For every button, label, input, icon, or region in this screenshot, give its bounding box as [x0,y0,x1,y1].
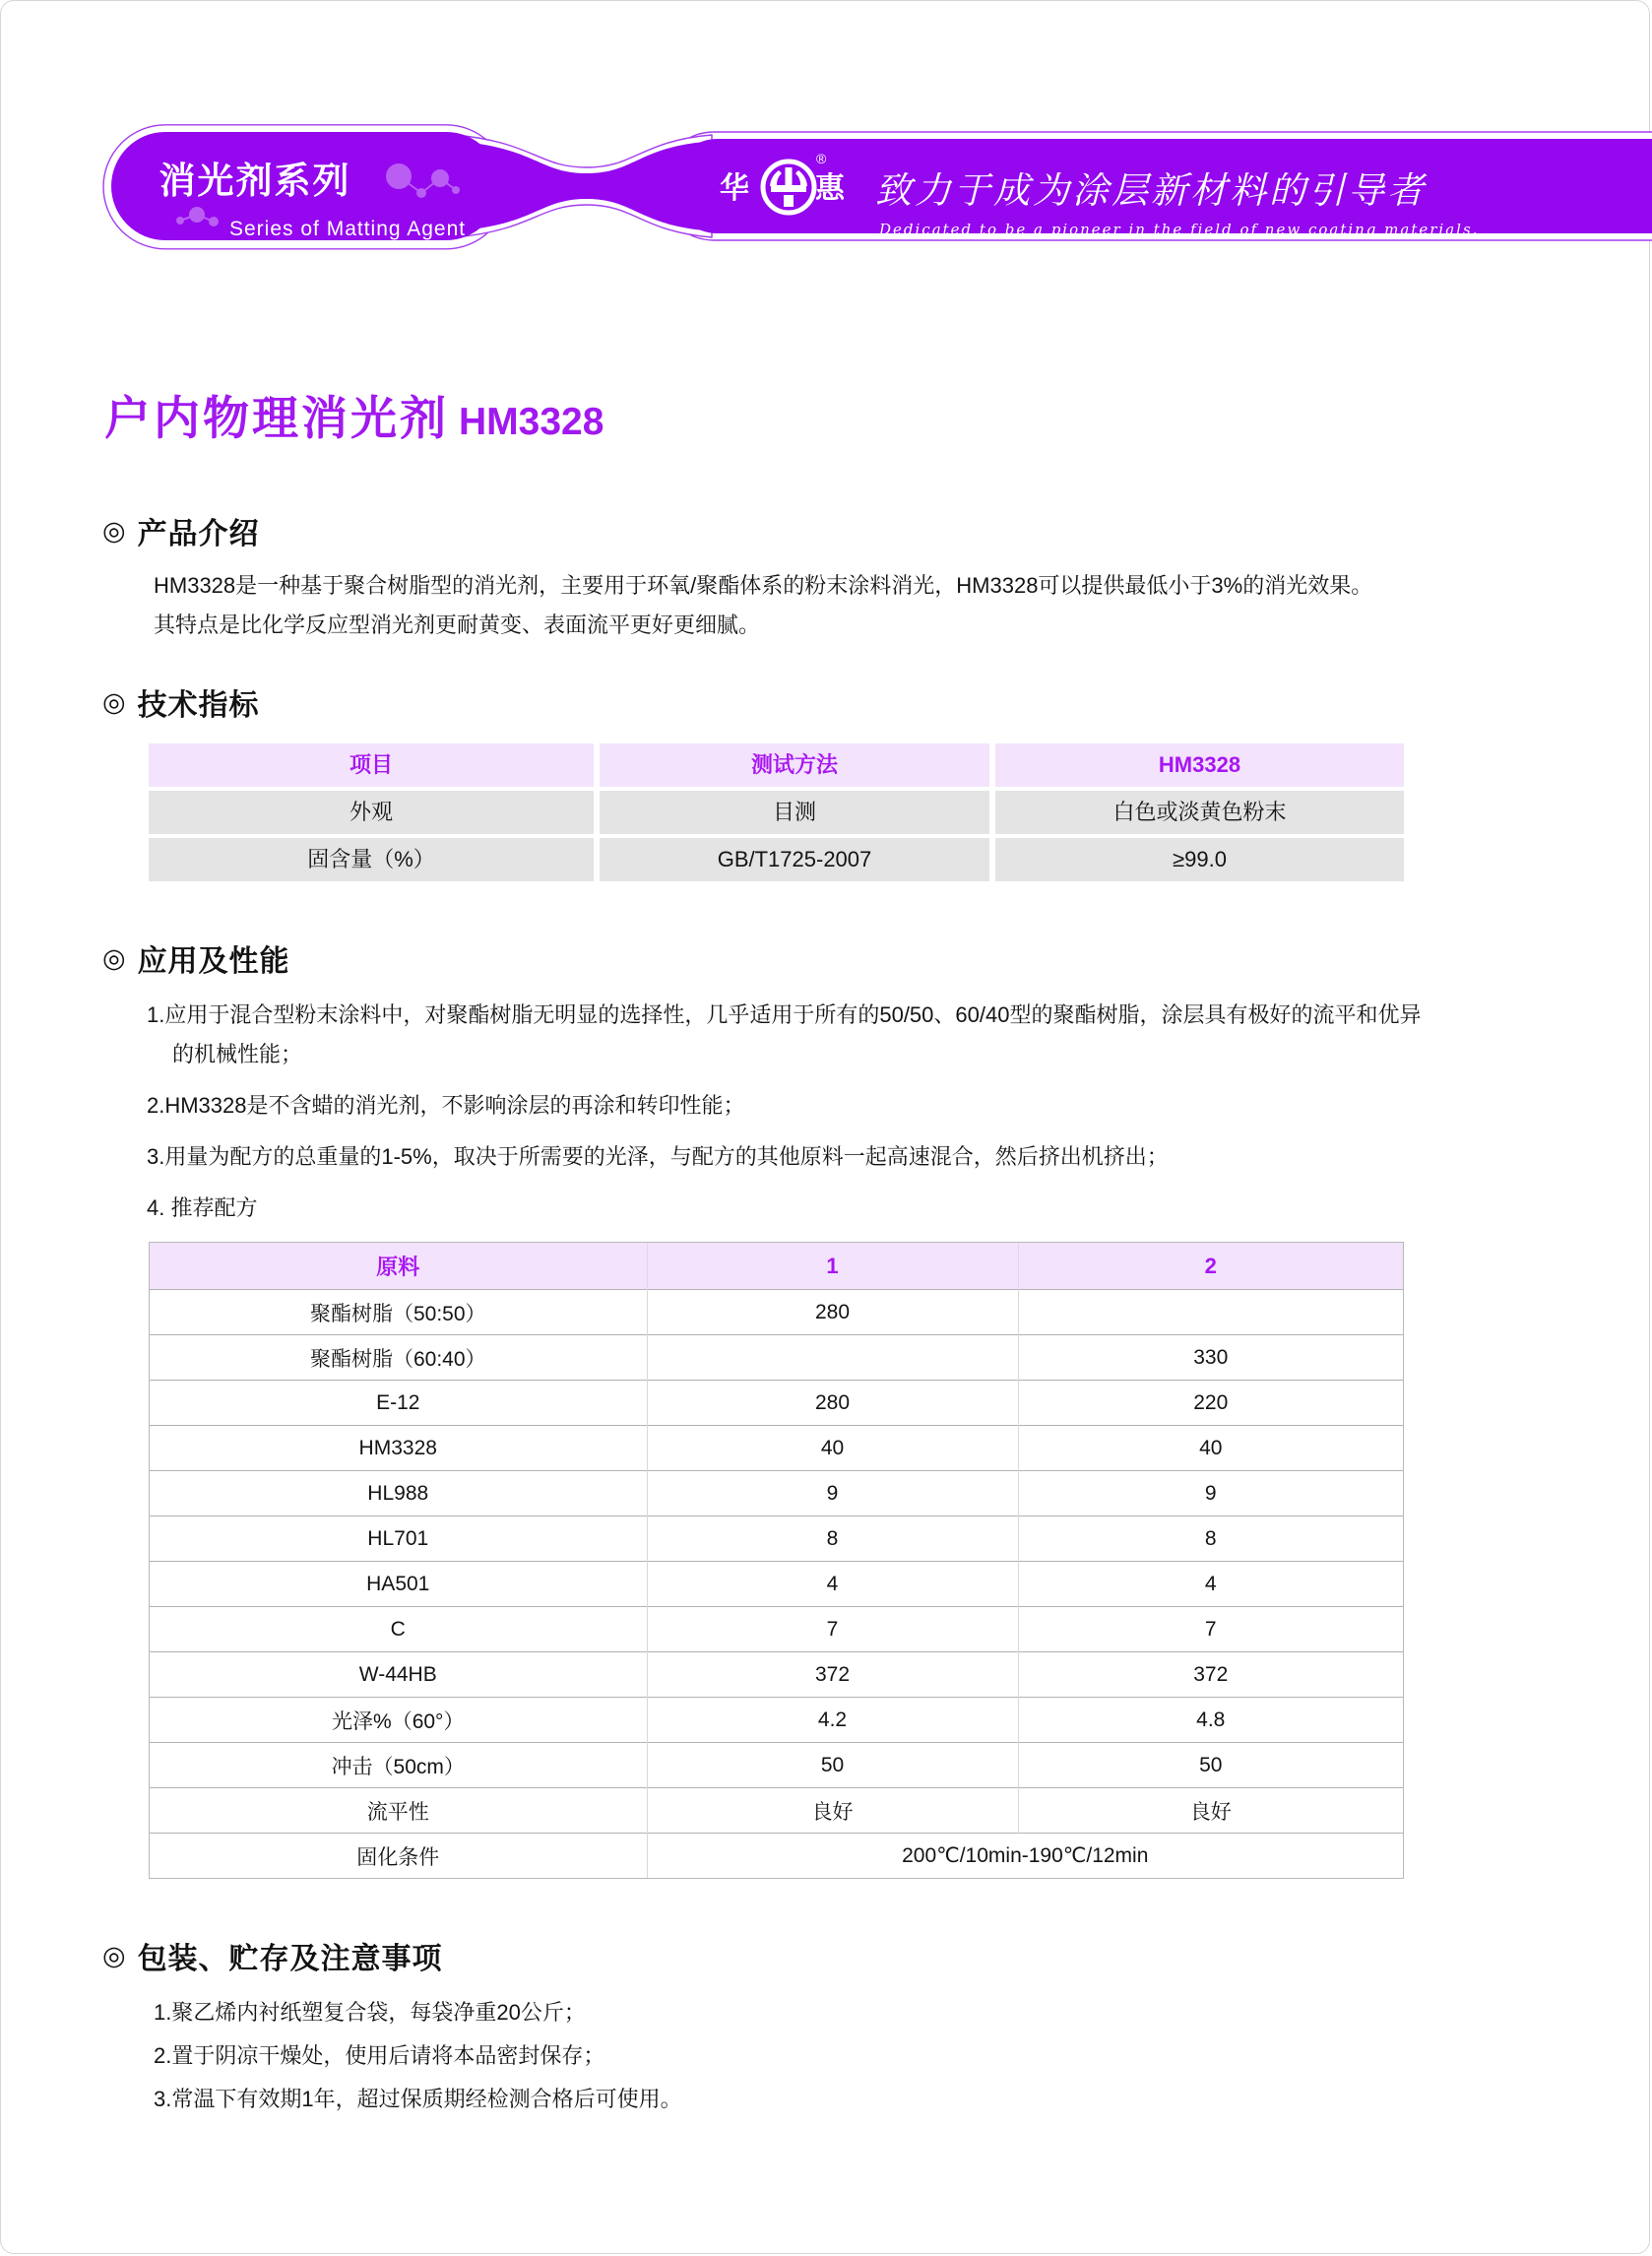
formula-cell: 4.8 [1018,1698,1403,1743]
formula-cell: E-12 [150,1381,647,1426]
tech-specs-table [149,743,1404,881]
formula-cell: 固化条件 [150,1834,647,1879]
formula-cell: 良好 [1018,1788,1403,1834]
formula-cell: 聚酯树脂（50:50） [150,1290,647,1335]
tech-col-header: 测试方法 [600,743,989,787]
table-row [150,1335,1403,1381]
bullseye-icon: ◎ [102,1940,126,1970]
formula-cell: 4 [647,1562,1018,1607]
formula-cell: HL988 [150,1471,647,1516]
formula-cell: 良好 [647,1788,1018,1834]
logo-right-char: 惠 [815,172,845,205]
formula-cell: 40 [647,1426,1018,1471]
table-row [150,1426,1403,1471]
table-row [150,1698,1403,1743]
section-application-heading [102,936,1649,980]
page-title-model: HM3328 [459,401,604,443]
formula-cell [1018,1290,1403,1335]
formula-cell: 330 [1018,1335,1403,1381]
formula-col-header: 原料 [150,1243,647,1290]
section-packaging-heading [102,1934,1649,1977]
formula-cell: 8 [1018,1516,1403,1562]
formula-cell: W-44HB [150,1652,647,1698]
formula-cell: 9 [1018,1471,1403,1516]
series-subtitle: Series of Matting Agent [229,218,467,240]
banner-graphic [1,124,1652,272]
table-row [150,1290,1403,1335]
tech-col-header: HM3328 [995,743,1404,787]
intro-line: HM3328是一种基于聚合树脂型的消光剂，主要用于环氧/聚酯体系的粉末涂料消光，HM3328可以提供最低小于3%的消光效果。 [154,573,1373,598]
formula-col-header: 1 [647,1243,1018,1290]
formula-cell: 4.2 [647,1698,1018,1743]
application-title: 应用及性能 [137,945,290,978]
tech-cell: ≥99.0 [995,838,1404,881]
slogan-en: Dedicated to be a pioneer in the field of new coating materials. [879,221,1480,238]
packaging-item: 3.常温下有效期1年，超过保质期经检测合格后可使用。 [154,2087,682,2111]
table-row [150,1788,1403,1834]
formula-cell: 372 [647,1652,1018,1698]
header-banner [1,124,1652,272]
table-row [150,1516,1403,1562]
intro-paragraph [154,566,1414,645]
table-row [150,1607,1403,1652]
formula-cell: 聚酯树脂（60:40） [150,1335,647,1381]
page-title [104,382,1649,448]
formula-cell-merged: 200℃/10min-190℃/12min [647,1834,1403,1879]
formula-cell: 9 [647,1471,1018,1516]
tech-col-header: 项目 [149,743,594,787]
packaging-item: 2.置于阴凉干燥处，使用后请将本品密封保存； [154,2043,605,2068]
formula-cell: 50 [647,1743,1018,1788]
table-row [150,1381,1403,1426]
table-row [150,1562,1403,1607]
slogan-cn: 致力于成为涂层新材料的引导者 [875,169,1427,212]
formula-col-header: 2 [1018,1243,1403,1290]
tech-title: 技术指标 [137,689,260,722]
formula-cell: 冲击（50cm） [150,1743,647,1788]
formula-cell: 7 [647,1607,1018,1652]
formula-cell: HL701 [150,1516,647,1562]
formula-cell: 4 [1018,1562,1403,1607]
formula-cell: 220 [1018,1381,1403,1426]
formula-cell: 8 [647,1516,1018,1562]
tech-cell: 白色或淡黄色粉末 [995,791,1404,834]
application-item: 3.用量为配方的总重量的1-5%，取决于所需要的光泽，与配方的其他原料一起高速混合，然后挤出机挤出； [147,1144,1169,1169]
table-row-merged [150,1834,1403,1879]
tech-cell: 固含量（%） [149,838,594,881]
section-tech-heading [102,680,1649,724]
intro-line: 其特点是比化学反应型消光剂更耐黄变、表面流平更好更细腻。 [154,612,761,637]
application-item: 2.HM3328是不含蜡的消光剂，不影响涂层的再涂和转印性能； [147,1093,745,1118]
application-list [147,996,1427,1228]
formula-header-row [150,1243,1403,1290]
tech-cell: 目测 [600,791,989,834]
bullseye-icon: ◎ [102,515,126,546]
formula-cell: 40 [1018,1426,1403,1471]
packaging-list [154,1991,1649,2121]
tech-cell: 外观 [149,791,594,834]
logo-left-char: 华 [720,172,749,205]
series-title: 消光剂系列 [159,161,351,201]
formula-cell: 光泽%（60°） [150,1698,647,1743]
intro-title: 产品介绍 [137,518,260,550]
formula-cell: 280 [647,1381,1018,1426]
bullseye-icon: ◎ [102,686,126,717]
registered-mark: ® [816,151,827,166]
formula-cell: HM3328 [150,1426,647,1471]
formula-cell: C [150,1607,647,1652]
table-row [150,1471,1403,1516]
formula-cell: HA501 [150,1562,647,1607]
formula-cell: 流平性 [150,1788,647,1834]
application-item: 1.应用于混合型粉末涂料中，对聚酯树脂无明显的选择性，几乎适用于所有的50/50、60/40型的聚酯树脂，涂层具有极好的流平和优异的机械性能； [147,1002,1422,1066]
table-row [150,1743,1403,1788]
table-row [150,1652,1403,1698]
tech-cell: GB/T1725-2007 [600,838,989,881]
section-intro-heading [102,509,1649,552]
packaging-title: 包装、贮存及注意事项 [137,1943,443,1975]
formula-cell: 50 [1018,1743,1403,1788]
formula-cell [647,1335,1018,1381]
bullseye-icon: ◎ [102,942,126,973]
formula-cell: 280 [647,1290,1018,1335]
packaging-item: 1.聚乙烯内衬纸塑复合袋，每袋净重20公斤； [154,2000,586,2025]
formula-table [150,1243,1403,1878]
formula-cell: 7 [1018,1607,1403,1652]
page-title-cn: 户内物理消光剂 [104,392,449,444]
application-item: 4. 推荐配方 [147,1195,258,1220]
formula-table-wrap [149,1242,1404,1879]
formula-cell: 372 [1018,1652,1403,1698]
